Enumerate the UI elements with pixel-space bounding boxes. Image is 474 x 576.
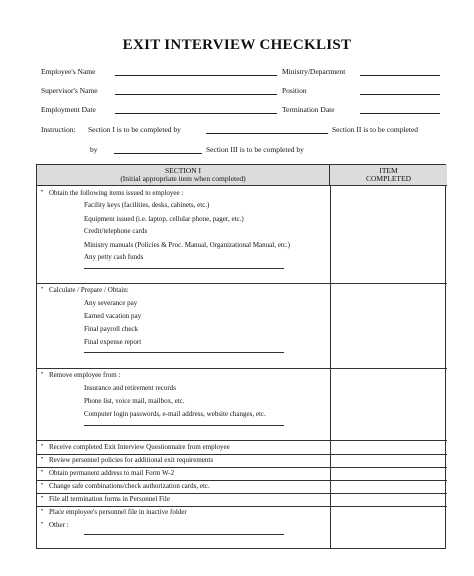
single-item-policies: Review personnel policies for additional exit requirements bbox=[49, 456, 214, 464]
bullet-icon: • bbox=[41, 371, 44, 377]
ministry-field[interactable] bbox=[360, 75, 440, 76]
bullet-icon: • bbox=[41, 495, 44, 501]
single-item-inactive: Place employee's personnel file in inactive folder bbox=[49, 508, 187, 516]
row-divider bbox=[37, 454, 447, 455]
obtain-item-manuals: Ministry manuals (Policies & Proc. Manual, Organizational Manual, etc.) bbox=[84, 241, 290, 249]
termination-date-field[interactable] bbox=[360, 113, 440, 114]
row-divider bbox=[37, 467, 447, 468]
instruction-label: Instruction: bbox=[41, 125, 76, 134]
bullet-icon: • bbox=[41, 508, 44, 514]
bullet-icon: • bbox=[41, 286, 44, 292]
obtain-item-equipment: Equipment issued (i.e. laptop, cellular phone, pager, etc.) bbox=[84, 215, 244, 223]
supervisor-label: Supervisor's Name bbox=[41, 86, 98, 95]
calculate-item-vacation: Earned vacation pay bbox=[84, 312, 142, 320]
single-item-questionnaire: Receive completed Exit Interview Questionnaire from employee bbox=[49, 443, 230, 451]
bullet-icon: • bbox=[41, 482, 44, 488]
single-item-file: File all termination forms in Personnel File bbox=[49, 495, 170, 503]
obtain-item-keys: Facility keys (facilities, desks, cabinets, etc.) bbox=[84, 201, 210, 209]
remove-blank-line[interactable] bbox=[84, 425, 284, 426]
item-header: ITEM bbox=[379, 166, 398, 175]
by-label: by bbox=[90, 145, 98, 154]
section1-completed-by-field[interactable] bbox=[206, 133, 328, 134]
remove-item-computer: Computer login passwords, e-mail address, website changes, etc. bbox=[84, 410, 266, 418]
single-item-address: Obtain permanent address to mail Form W-2 bbox=[49, 469, 175, 477]
single-item-other: Other : bbox=[49, 521, 69, 529]
single-item-safe: Change safe combinations/check authorization cards, etc. bbox=[49, 482, 210, 490]
row-divider bbox=[37, 283, 447, 284]
section1-instruction: Section I is to be completed by bbox=[88, 125, 181, 134]
row-divider bbox=[37, 506, 447, 507]
group-obtain-heading: Obtain the following items issued to employee : bbox=[49, 189, 184, 197]
calculate-item-payroll: Final payroll check bbox=[84, 325, 139, 333]
supervisor-field[interactable] bbox=[115, 94, 277, 95]
row-divider bbox=[37, 480, 447, 481]
obtain-item-cards: Credit/telephone cards bbox=[84, 227, 148, 235]
section2-instruction: Section II is to be completed bbox=[332, 125, 419, 134]
page-title: EXIT INTERVIEW CHECKLIST bbox=[122, 37, 352, 53]
group-remove-heading: Remove employee from : bbox=[49, 371, 121, 379]
employee-name-label: Employee's Name bbox=[41, 67, 96, 76]
row-divider bbox=[37, 440, 447, 441]
completed-header: COMPLETED bbox=[366, 174, 411, 183]
position-label: Position bbox=[282, 86, 307, 95]
other-blank-line[interactable] bbox=[84, 534, 284, 535]
bullet-icon: • bbox=[41, 456, 44, 462]
section-title: SECTION I bbox=[164, 166, 202, 175]
ministry-label: Ministry/Department bbox=[282, 67, 346, 76]
bullet-icon: • bbox=[41, 443, 44, 449]
checklist-table bbox=[36, 164, 446, 549]
remove-item-phone: Phone list, voice mail, mailbox, etc. bbox=[84, 397, 185, 405]
calculate-item-severance: Any severance pay bbox=[84, 299, 138, 307]
row-divider bbox=[37, 493, 447, 494]
section3-instruction: Section III is to be completed by bbox=[206, 145, 304, 154]
section-header bbox=[37, 165, 330, 186]
employment-date-label: Employment Date bbox=[41, 105, 96, 114]
bullet-icon: • bbox=[41, 469, 44, 475]
item-completed-header bbox=[330, 165, 447, 186]
termination-date-label: Termination Date bbox=[282, 105, 335, 114]
row-divider bbox=[37, 368, 447, 369]
calculate-item-expense: Final expense report bbox=[84, 338, 142, 346]
calculate-blank-line[interactable] bbox=[84, 352, 284, 353]
bullet-icon: • bbox=[41, 521, 44, 527]
remove-item-insurance: Insurance and retirement records bbox=[84, 384, 176, 392]
obtain-item-petty-cash: Any petty cash funds bbox=[84, 253, 144, 261]
bullet-icon: • bbox=[41, 189, 44, 195]
position-field[interactable] bbox=[360, 94, 440, 95]
section-subtitle: (Initial appropriate item when completed) bbox=[120, 174, 246, 183]
employment-date-field[interactable] bbox=[115, 113, 277, 114]
section2-completed-by-field[interactable] bbox=[114, 153, 202, 154]
employee-name-field[interactable] bbox=[115, 75, 277, 76]
group-calculate-heading: Calculate / Prepare / Obtain: bbox=[49, 286, 129, 294]
obtain-blank-line[interactable] bbox=[84, 268, 284, 269]
